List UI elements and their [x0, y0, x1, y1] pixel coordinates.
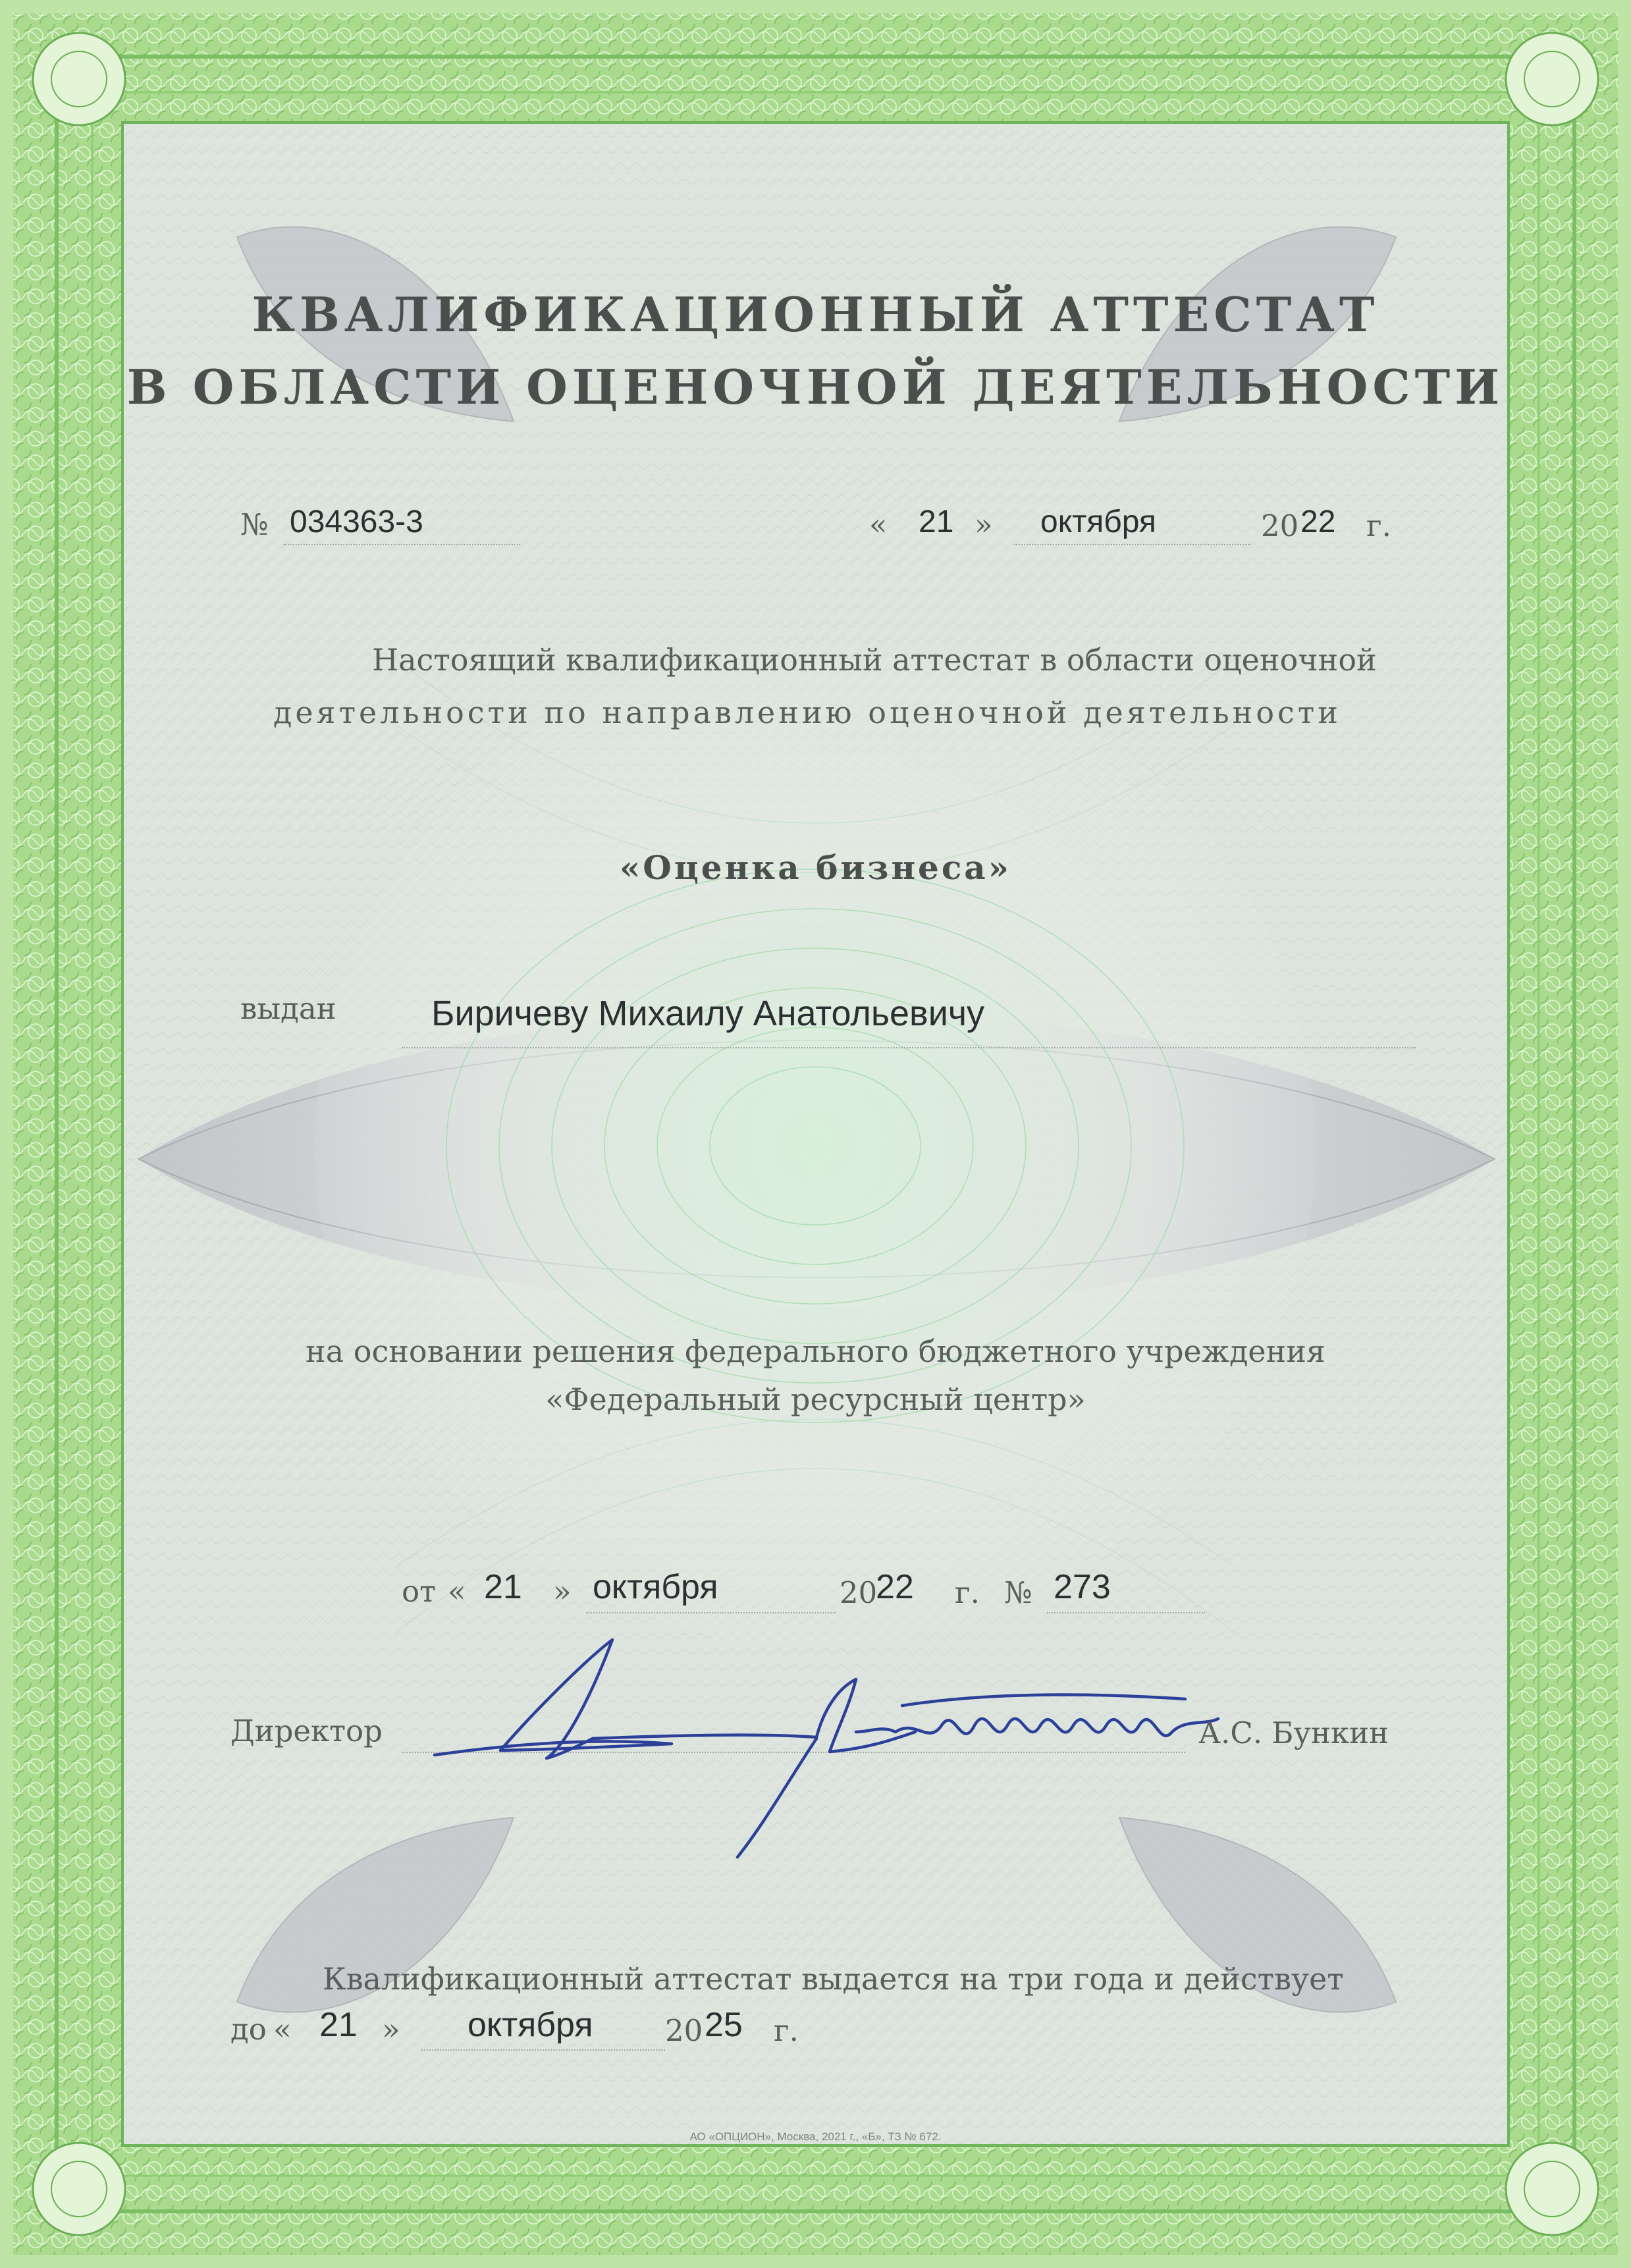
validity-quote-open: «	[273, 2012, 292, 2047]
date-quote-open: «	[869, 507, 888, 542]
validity-quote-close: »	[382, 2012, 400, 2047]
basis-line-1: на основании решения федерального бюджетного учреждения	[306, 1334, 1325, 1369]
name-underline	[402, 1047, 1416, 1048]
decision-year-suffix: 22	[876, 1568, 914, 1606]
director-signature	[395, 1627, 1225, 1864]
decision-year-unit: г.	[955, 1575, 980, 1610]
year-unit: г.	[1366, 508, 1391, 543]
validity-year-unit: г.	[774, 2013, 799, 2048]
number-underline	[283, 544, 520, 545]
printer-imprint: АО «ОПЦИОН», Москва, 2021 г., «Б», ТЗ № 672.	[689, 2130, 942, 2143]
title-line-1: КВАЛИФИКАЦИОННЫЙ АТТЕСТАТ	[252, 286, 1379, 342]
body-line-1: Настоящий квалификационный аттестат в области оценочной	[372, 642, 1377, 678]
decision-month-underline	[586, 1612, 836, 1613]
body-line-2: деятельности по направлению оценочной деятельности	[273, 695, 1341, 730]
validity-month-underline	[421, 2049, 665, 2051]
validity-until-label: до	[230, 2012, 267, 2047]
issue-day: 21	[919, 504, 954, 539]
validity-day: 21	[319, 2006, 358, 2044]
date-quote-close: »	[975, 507, 993, 542]
number-label: №	[240, 507, 269, 542]
validity-line-1: Квалификационный аттестат выдается на три года и действует	[323, 1961, 1344, 1997]
month-underline	[1014, 544, 1251, 545]
decision-number: 273	[1054, 1568, 1111, 1606]
direction-name: «Оценка бизнеса»	[620, 848, 1011, 887]
year-suffix: 22	[1300, 504, 1336, 539]
validity-year-prefix: 20	[665, 2013, 703, 2048]
issue-month: октября	[1040, 504, 1156, 539]
decision-day: 21	[484, 1568, 522, 1606]
decision-from-label: от	[402, 1574, 436, 1609]
basis-line-2: «Федеральный ресурсный центр»	[545, 1382, 1086, 1417]
title-line-2: В ОБЛАСТИ ОЦЕНОЧНОЙ ДЕЯТЕЛЬНОСТИ	[126, 359, 1505, 415]
decision-number-underline	[1047, 1612, 1205, 1613]
validity-month: октября	[468, 2006, 593, 2044]
decision-quote-open: «	[448, 1574, 466, 1609]
decision-number-label: №	[1004, 1575, 1032, 1610]
certificate-number: 034363-3	[290, 504, 423, 539]
decision-quote-close: »	[553, 1574, 572, 1609]
signatory-name: А.С. Бункин	[1198, 1715, 1389, 1750]
signatory-position: Директор	[230, 1714, 383, 1748]
year-prefix: 20	[1261, 508, 1299, 543]
decision-year-prefix: 20	[840, 1575, 878, 1610]
issued-to-name: Биричеву Михаилу Анатольевичу	[431, 994, 985, 1033]
decision-month: октября	[593, 1568, 718, 1606]
validity-year-suffix: 25	[705, 2006, 743, 2044]
issued-label: выдан	[240, 991, 336, 1026]
